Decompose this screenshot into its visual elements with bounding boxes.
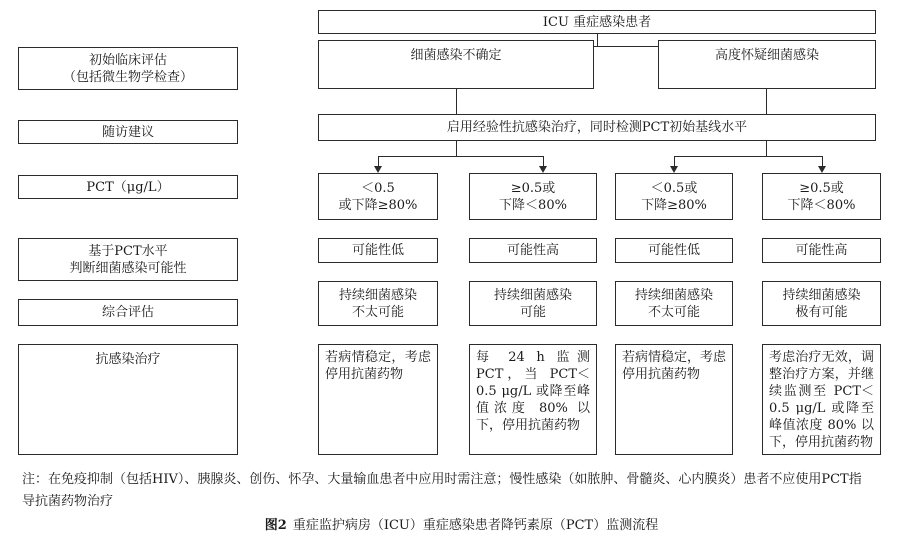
label-overall-evaluation: 综合评估: [18, 299, 238, 326]
connector-left-split: [378, 156, 543, 157]
figure-title: 重症监护病房（ICU）重症感染患者降钙素原（PCT）监测流程: [292, 518, 659, 533]
label-pct-based: 基于PCT水平 判断细菌感染可能性: [18, 238, 238, 281]
connector-col1: [378, 156, 379, 166]
node-icu-patient: ICU 重症感染患者: [318, 10, 876, 34]
footnote: 注：在免疫抑制（包括HIV）、胰腺炎、创伤、怀孕、大量输血患者中应用时需注意；慢性感染（如脓肿、骨髓炎、心内膜炎）患者不应使用PCT指 导抗菌药物治疗: [22, 472, 862, 509]
arrow-col4: [818, 166, 826, 173]
arrow-col1: [374, 166, 382, 173]
node-infection-suspected: 高度怀疑细菌感染: [658, 40, 876, 89]
node-col2-possibility: 可能性高: [469, 238, 597, 263]
node-col4-treatment: 考虑治疗无效，调整治疗方案，并继续监测至 PCT＜0.5 μg/L 或降至峰值浓度 80% 以下，停用抗菌药物: [762, 344, 881, 455]
label-initial-evaluation: 初始临床评估 （包括微生物学检查）: [18, 47, 238, 90]
node-col4-assessment: 持续细菌感染 极有可能: [762, 281, 881, 326]
node-col2-treatment: 每 24 h 监测 PCT，当 PCT＜0.5 μg/L 或降至峰值浓度 80% 以下，停用抗菌药物: [469, 344, 597, 455]
connector-right-split: [674, 156, 822, 157]
node-col4-possibility: 可能性高: [762, 238, 881, 263]
node-col1-assessment: 持续细菌感染 不太可能: [318, 281, 438, 326]
connector-uncertain-empiric: [456, 88, 457, 114]
arrow-col2: [539, 166, 547, 173]
label-antibiotic-treatment: 抗感染治疗: [18, 344, 238, 455]
label-pct-unit: PCT（μg/L）: [18, 175, 238, 199]
node-infection-uncertain: 细菌感染不确定: [318, 40, 594, 89]
node-col2-pct: ≥0.5或 下降＜80%: [469, 173, 597, 220]
arrow-col3: [670, 166, 678, 173]
figure-caption: [0, 517, 923, 535]
node-col1-possibility: 可能性低: [318, 238, 438, 263]
connector-col3: [674, 156, 675, 166]
connector-top-down: [597, 33, 598, 46]
connector-suspected-empiric: [766, 88, 767, 114]
label-follow-up: 随访建议: [18, 120, 238, 144]
node-col1-pct: ＜0.5 或下降≥80%: [318, 173, 438, 220]
connector-empiric-left: [456, 141, 457, 156]
node-col3-possibility: 可能性低: [615, 238, 733, 263]
connector-col4: [822, 156, 823, 166]
figure-number: 图2: [264, 518, 287, 533]
node-col3-treatment: 若病情稳定，考虑停用抗菌药物: [615, 344, 733, 455]
node-col1-treatment: 若病情稳定，考虑停用抗菌药物: [318, 344, 438, 455]
node-col3-pct: ＜0.5或 下降≥80%: [615, 173, 733, 220]
node-col2-assessment: 持续细菌感染 可能: [469, 281, 597, 326]
node-col3-assessment: 持续细菌感染 不太可能: [615, 281, 733, 326]
node-col4-pct: ≥0.5或 下降＜80%: [762, 173, 881, 220]
connector-col2: [543, 156, 544, 166]
node-empiric-therapy: 启用经验性抗感染治疗，同时检测PCT初始基线水平: [318, 114, 876, 141]
connector-empiric-right: [766, 141, 767, 156]
